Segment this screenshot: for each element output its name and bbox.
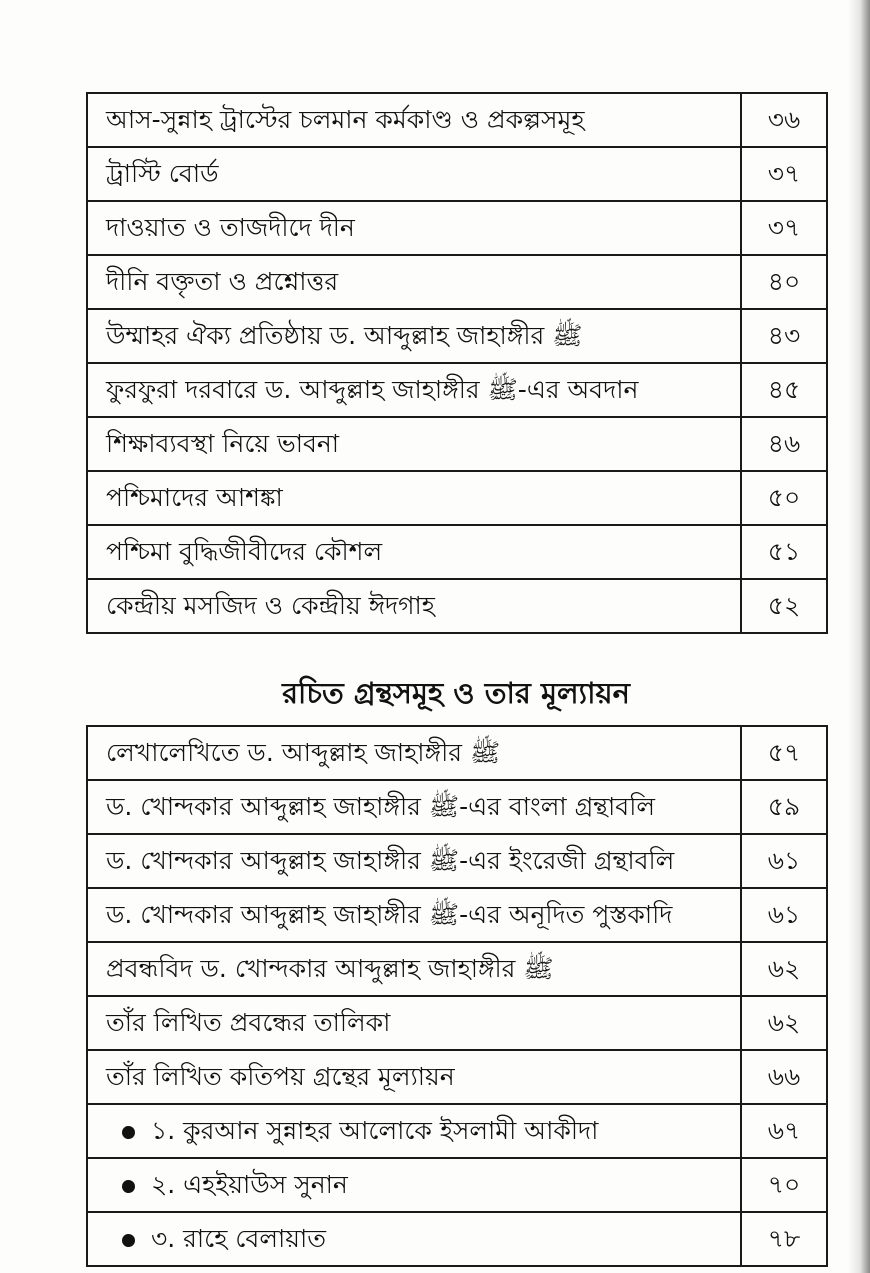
toc-entry-page: ৪৫ bbox=[741, 363, 827, 417]
toc-subentry bbox=[87, 1104, 741, 1158]
toc-entry-title: ড. খোন্দকার আব্দুল্লাহ জাহাঙ্গীর ﷺ-এর অনূদিত পুস্তকাদি bbox=[87, 888, 741, 942]
toc-entry-page: ৬২ bbox=[741, 996, 827, 1050]
toc-entry-page: ৪০ bbox=[741, 255, 827, 309]
toc-entry-page: ৬৭ bbox=[741, 1104, 827, 1158]
toc-entry-title: দীনি বক্তৃতা ও প্রশ্নোত্তর bbox=[87, 255, 741, 309]
toc-row[interactable] bbox=[87, 471, 827, 525]
toc-entry-title: দাওয়াত ও তাজদীদে দীন bbox=[87, 201, 741, 255]
toc-entry-page: ৫২ bbox=[741, 579, 827, 633]
toc-row[interactable] bbox=[87, 1050, 827, 1104]
toc-entry-page: ৬১ bbox=[741, 888, 827, 942]
toc-entry-page: ৩৬ bbox=[741, 93, 827, 147]
toc-entry-title: লেখালেখিতে ড. আব্দুল্লাহ জাহাঙ্গীর ﷺ bbox=[87, 726, 741, 780]
toc-entry-title: পশ্চিমাদের আশঙ্কা bbox=[87, 471, 741, 525]
toc-entry-page: ৫৭ bbox=[741, 726, 827, 780]
toc-entry-title: প্রবন্ধবিদ ড. খোন্দকার আব্দুল্লাহ জাহাঙ্গীর ﷺ bbox=[87, 942, 741, 996]
toc-entry-page: ৭৮ bbox=[741, 1212, 827, 1266]
toc-entry-page: ৬১ bbox=[741, 834, 827, 888]
toc-entry-title: তাঁর লিখিত প্রবন্ধের তালিকা bbox=[87, 996, 741, 1050]
page-edge-shadow bbox=[848, 0, 870, 1273]
toc-table-1 bbox=[86, 92, 828, 634]
toc-entry-title: ৩. রাহে বেলায়াত bbox=[151, 1224, 326, 1253]
toc-entry-page: ৪৬ bbox=[741, 417, 827, 471]
toc-row[interactable] bbox=[87, 942, 827, 996]
toc-entry-page: ৭০ bbox=[741, 1158, 827, 1212]
section-heading: রচিত গ্রন্থসমূহ ও তার মূল্যায়ন bbox=[282, 676, 630, 710]
toc-row[interactable] bbox=[87, 1158, 827, 1212]
toc-row[interactable] bbox=[87, 417, 827, 471]
toc-row[interactable] bbox=[87, 525, 827, 579]
toc-row[interactable] bbox=[87, 1212, 827, 1266]
toc-entry-title: ড. খোন্দকার আব্দুল্লাহ জাহাঙ্গীর ﷺ-এর ইংরেজী গ্রন্থাবলি bbox=[87, 834, 741, 888]
toc-row[interactable] bbox=[87, 1104, 827, 1158]
toc-subentry bbox=[87, 1212, 741, 1266]
toc-entry-title: ১. কুরআন সুন্নাহর আলোকে ইসলামী আকীদা bbox=[151, 1116, 599, 1145]
toc-row[interactable] bbox=[87, 147, 827, 201]
toc-entry-title: কেন্দ্রীয় মসজিদ ও কেন্দ্রীয় ঈদগাহ bbox=[87, 579, 741, 633]
toc-entry-page: ৫০ bbox=[741, 471, 827, 525]
toc-row[interactable] bbox=[87, 726, 827, 780]
toc-entry-title: ড. খোন্দকার আব্দুল্লাহ জাহাঙ্গীর ﷺ-এর বাংলা গ্রন্থাবলি bbox=[87, 780, 741, 834]
toc-entry-page: ৬২ bbox=[741, 942, 827, 996]
toc-entry-title: তাঁর লিখিত কতিপয় গ্রন্থের মূল্যায়ন bbox=[87, 1050, 741, 1104]
toc-entry-title: উম্মাহর ঐক্য প্রতিষ্ঠায় ড. আব্দুল্লাহ জাহাঙ্গীর ﷺ bbox=[87, 309, 741, 363]
toc-row[interactable] bbox=[87, 888, 827, 942]
bullet-icon bbox=[122, 1180, 135, 1193]
toc-row[interactable] bbox=[87, 780, 827, 834]
toc-table-2 bbox=[86, 725, 828, 1267]
toc-subentry bbox=[87, 1158, 741, 1212]
toc-entry-page: ৪৩ bbox=[741, 309, 827, 363]
toc-entry-page: ৫৯ bbox=[741, 780, 827, 834]
toc-entry-title: ফুরফুরা দরবারে ড. আব্দুল্লাহ জাহাঙ্গীর ﷺ-এর অবদান bbox=[87, 363, 741, 417]
toc-row[interactable] bbox=[87, 363, 827, 417]
toc-entry-title: ট্রাস্টি বোর্ড bbox=[87, 147, 741, 201]
toc-row[interactable] bbox=[87, 201, 827, 255]
toc-row[interactable] bbox=[87, 93, 827, 147]
toc-entry-page: ৬৬ bbox=[741, 1050, 827, 1104]
toc-entry-title: শিক্ষাব্যবস্থা নিয়ে ভাবনা bbox=[87, 417, 741, 471]
bullet-icon bbox=[122, 1126, 135, 1139]
toc-row[interactable] bbox=[87, 834, 827, 888]
toc-entry-title: আস-সুন্নাহ ট্রাস্টের চলমান কর্মকাণ্ড ও প্রকল্পসমূহ bbox=[87, 93, 741, 147]
toc-row[interactable] bbox=[87, 996, 827, 1050]
toc-entry-page: ৩৭ bbox=[741, 147, 827, 201]
toc-entry-title: ২. এহইয়াউস সুনান bbox=[151, 1170, 348, 1199]
toc-row[interactable] bbox=[87, 309, 827, 363]
toc-row[interactable] bbox=[87, 579, 827, 633]
bullet-icon bbox=[122, 1234, 135, 1247]
toc-row[interactable] bbox=[87, 255, 827, 309]
toc-entry-page: ৩৭ bbox=[741, 201, 827, 255]
toc-entry-title: পশ্চিমা বুদ্ধিজীবীদের কৌশল bbox=[87, 525, 741, 579]
toc-entry-page: ৫১ bbox=[741, 525, 827, 579]
